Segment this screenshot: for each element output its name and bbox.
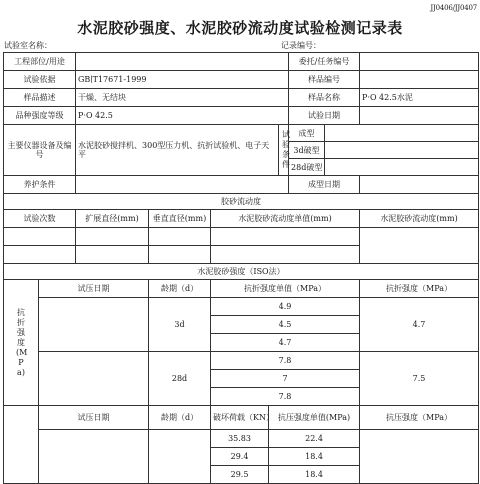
flex-3d-value-1[interactable]: 4.9	[211, 298, 360, 316]
flex-strength-label-text: 抗折强度(MPa)	[16, 307, 28, 377]
flow-col-times: 试验次数	[4, 210, 76, 228]
flex-3d-value-3[interactable]: 4.7	[211, 334, 360, 352]
comp-date[interactable]	[39, 430, 149, 484]
flow-section-title: 胶砂流动度	[4, 194, 479, 210]
flow-spread-1[interactable]	[76, 228, 149, 246]
sample-no-value[interactable]	[360, 71, 479, 89]
form-code: JJ0406/JJ0407	[430, 4, 477, 12]
project-value[interactable]	[76, 53, 289, 71]
strength-section-title: 水泥胶砂强度（ISO法）	[4, 264, 479, 280]
flow-col-result: 水泥胶砂流动度(mm)	[360, 210, 479, 228]
sample-name-value[interactable]: P·O 42.5水泥	[360, 89, 479, 107]
comp-strength-label	[4, 406, 39, 484]
page-title: 水泥胶砂强度、水泥胶砂流动度试验检测记录表	[77, 19, 403, 37]
cond-28d-value[interactable]	[325, 159, 479, 176]
sample-no-label: 样品编号	[289, 71, 360, 89]
flow-col-spread: 扩展直径(mm)	[76, 210, 149, 228]
project-label: 工程部位/用途	[4, 53, 76, 71]
grade-value[interactable]: P·O 42.5	[76, 107, 289, 125]
flow-vertical-1[interactable]	[149, 228, 211, 246]
cond-28d-label: 28d破型	[289, 159, 325, 176]
lab-name-label: 试验室名称：	[4, 41, 52, 50]
record-no-label: 记录编号：	[281, 41, 321, 50]
flex-28d-result[interactable]: 7.5	[360, 352, 479, 406]
desc-label: 样品描述	[4, 89, 76, 107]
comp-col-date: 试压日期	[39, 406, 149, 430]
comp-age[interactable]	[149, 430, 211, 484]
flex-3d-result[interactable]: 4.7	[360, 298, 479, 352]
comp-col-age: 龄期（d）	[149, 406, 211, 430]
flex-age-3d: 3d	[149, 298, 211, 352]
flex-date-3d[interactable]	[39, 298, 149, 352]
equipment-label: 主要仪器设备及编号	[4, 125, 76, 176]
flex-3d-value-2[interactable]: 4.5	[211, 316, 360, 334]
cond-molding-value[interactable]	[325, 125, 479, 142]
desc-value[interactable]: 干燥、无结块	[76, 89, 289, 107]
record-table	[3, 52, 479, 484]
condition-label	[279, 125, 289, 176]
flow-result[interactable]	[360, 228, 479, 264]
flex-age-28d: 28d	[149, 352, 211, 406]
comp-load-3[interactable]: 29.5	[211, 466, 269, 484]
comp-load-1[interactable]: 35.83	[211, 430, 269, 448]
comp-load-2[interactable]: 29.4	[211, 448, 269, 466]
flex-col-age: 龄期（d）	[149, 280, 211, 298]
equipment-value[interactable]: 水泥胶砂搅拌机、300型压力机、抗折试验机、电子天平	[76, 125, 279, 176]
flow-spread-2[interactable]	[76, 246, 149, 264]
curing-value[interactable]	[76, 176, 289, 194]
test-date-value[interactable]	[360, 107, 479, 125]
flex-col-result: 抗折强度（MPa）	[360, 280, 479, 298]
comp-col-result: 抗压强度（MPa）	[360, 406, 479, 430]
cond-3d-value[interactable]	[325, 142, 479, 159]
flow-col-vertical: 垂直直径(mm)	[149, 210, 211, 228]
comp-result[interactable]	[360, 430, 479, 484]
flex-date-28d[interactable]	[39, 352, 149, 406]
molding-date-label: 成型日期	[289, 176, 360, 194]
flow-vertical-2[interactable]	[149, 246, 211, 264]
comp-col-load: 破坏荷载（KN）	[211, 406, 269, 430]
comp-col-single: 抗压强度单值(MPa)	[269, 406, 360, 430]
basis-value[interactable]: GB∣T17671-1999	[76, 71, 289, 89]
molding-date-value[interactable]	[360, 176, 479, 194]
curing-label: 养护条件	[4, 176, 76, 194]
flex-28d-value-2[interactable]: 7	[211, 370, 360, 388]
flex-28d-value-3[interactable]: 7.8	[211, 388, 360, 406]
sample-name-label: 样品名称	[289, 89, 360, 107]
flow-col-single: 水泥胶砂流动度单值(mm)	[211, 210, 360, 228]
comp-value-1[interactable]: 22.4	[269, 430, 360, 448]
flex-col-date: 试压日期	[39, 280, 149, 298]
flex-28d-value-1[interactable]: 7.8	[211, 352, 360, 370]
flow-times-2[interactable]	[4, 246, 76, 264]
commission-value[interactable]	[360, 53, 479, 71]
commission-label: 委托/任务编号	[289, 53, 360, 71]
basis-label: 试验依据	[4, 71, 76, 89]
comp-value-2[interactable]: 18.4	[269, 448, 360, 466]
flow-single-1[interactable]	[211, 228, 360, 246]
flex-strength-label	[4, 280, 39, 406]
flow-times-1[interactable]	[4, 228, 76, 246]
cond-molding-label: 成型	[289, 125, 325, 142]
flow-single-2[interactable]	[211, 246, 360, 264]
grade-label: 品种强度等级	[4, 107, 76, 125]
cond-3d-label: 3d破型	[289, 142, 325, 159]
flex-col-single: 抗折强度单值（MPa）	[211, 280, 360, 298]
test-date-label: 试验日期	[289, 107, 360, 125]
condition-label-text: 试验条件	[282, 130, 291, 169]
comp-value-3[interactable]: 18.4	[269, 466, 360, 484]
